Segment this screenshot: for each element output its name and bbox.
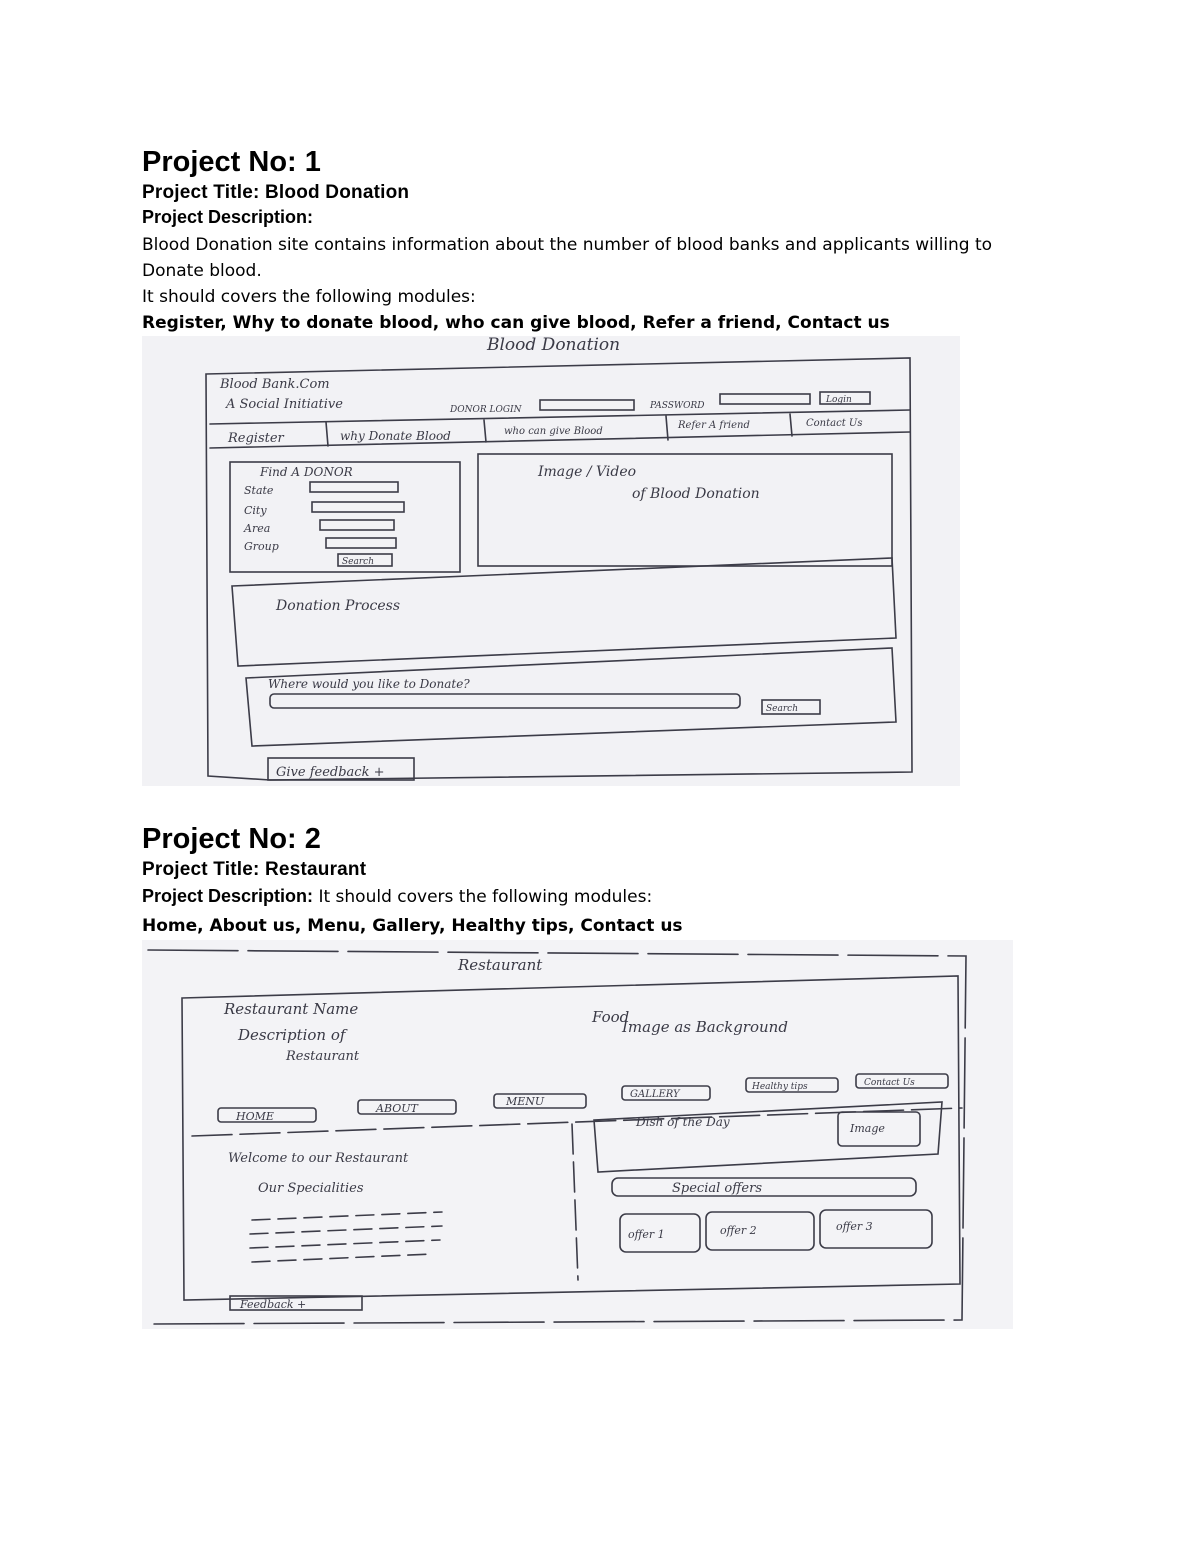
project-2-heading: Project No: 2 xyxy=(142,823,321,855)
sketch-nav-gallery: GALLERY xyxy=(630,1089,680,1100)
sketch-image: Image xyxy=(850,1122,885,1135)
sketch-title: Restaurant xyxy=(458,956,543,974)
sketch-title: Blood Donation xyxy=(487,336,621,355)
sketch-offer-2: offer 2 xyxy=(720,1224,757,1237)
sketch-search-2-label: Search xyxy=(766,704,798,714)
sketch-feedback-label: Feedback + xyxy=(240,1298,307,1311)
sketch-nav-healthy: Healthy tips xyxy=(752,1082,808,1092)
project-2-title: Project Title: Restaurant xyxy=(142,859,367,880)
sketch-nav-contact: Contact Us xyxy=(864,1078,915,1088)
sketch-nav-who-can-give: who can give Blood xyxy=(504,426,603,437)
sketch-special-offers: Special offers xyxy=(672,1181,763,1196)
project-2-modules-list: Home, About us, Menu, Gallery, Healthy tips, Contact us xyxy=(142,916,683,936)
sketch-media-line-2: of Blood Donation xyxy=(632,486,760,502)
project-1-title: Project Title: Blood Donation xyxy=(142,182,410,203)
sketch-field-area: Area xyxy=(244,522,271,535)
sketch-field-group: Group xyxy=(244,540,279,553)
sketch-brand-line-2: A Social Initiative xyxy=(226,397,343,412)
project-1-modules-intro: It should covers the following modules: xyxy=(142,287,476,307)
sketch-nav-about: ABOUT xyxy=(376,1102,418,1115)
project-1-description-line-1: Blood Donation site contains information about the number of blood banks and applicants willing to xyxy=(142,235,993,255)
blood-donation-sketch-photo xyxy=(142,336,960,786)
sketch-find-donor-label: Find A DONOR xyxy=(260,465,353,479)
restaurant-sketch-photo xyxy=(142,940,1013,1329)
sketch-nav-contact: Contact Us xyxy=(806,418,863,429)
project-1-modules-list: Register, Why to donate blood, who can give blood, Refer a friend, Contact us xyxy=(142,313,890,333)
sketch-media-line-1: Image / Video xyxy=(538,464,637,480)
sketch-nav-why-donate: why Donate Blood xyxy=(340,429,451,443)
sketch-login-label: Login xyxy=(826,395,852,405)
sketch-brand-line-1: Blood Bank.Com xyxy=(220,377,330,392)
sketch-name-line-2: Description of xyxy=(238,1026,346,1044)
sketch-feedback-label: Give feedback + xyxy=(276,765,385,780)
sketch-field-city: City xyxy=(244,504,267,517)
sketch-welcome: Welcome to our Restaurant xyxy=(228,1151,409,1166)
sketch-nav-register: Register xyxy=(228,431,284,446)
sketch-nav-home: HOME xyxy=(236,1110,274,1123)
sketch-where-label: Where would you like to Donate? xyxy=(268,677,470,691)
sketch-bg-line-1: Food xyxy=(592,1008,630,1026)
sketch-process-label: Donation Process xyxy=(276,598,401,614)
sketch-password-label: PASSWORD xyxy=(650,401,705,411)
sketch-field-state: State xyxy=(244,484,274,497)
project-2-description-label: Project Description: xyxy=(142,886,314,906)
sketch-offer-3: offer 3 xyxy=(836,1220,873,1233)
sketch-search-label: Search xyxy=(342,557,374,567)
sketch-donor-login-label: DONOR LOGIN xyxy=(450,405,522,415)
sketch-nav-menu: MENU xyxy=(506,1095,545,1108)
sketch-dish: Dish of the Day xyxy=(636,1115,730,1129)
project-1-description-label: Project Description: xyxy=(142,207,314,227)
project-2-description xyxy=(142,886,652,907)
sketch-name-line-3: Restaurant xyxy=(286,1049,360,1064)
sketch-specialities: Our Specialities xyxy=(258,1181,364,1196)
sketch-nav-refer: Refer A friend xyxy=(678,420,750,431)
project-1-heading: Project No: 1 xyxy=(142,146,321,178)
sketch-offer-1: offer 1 xyxy=(628,1228,665,1241)
project-2-modules-intro: It should covers the following modules: xyxy=(313,887,653,907)
project-1-description-line-2: Donate blood. xyxy=(142,261,262,281)
sketch-bg-line-2: Image as Background xyxy=(622,1018,788,1036)
sketch-name-line-1: Restaurant Name xyxy=(224,1000,359,1018)
